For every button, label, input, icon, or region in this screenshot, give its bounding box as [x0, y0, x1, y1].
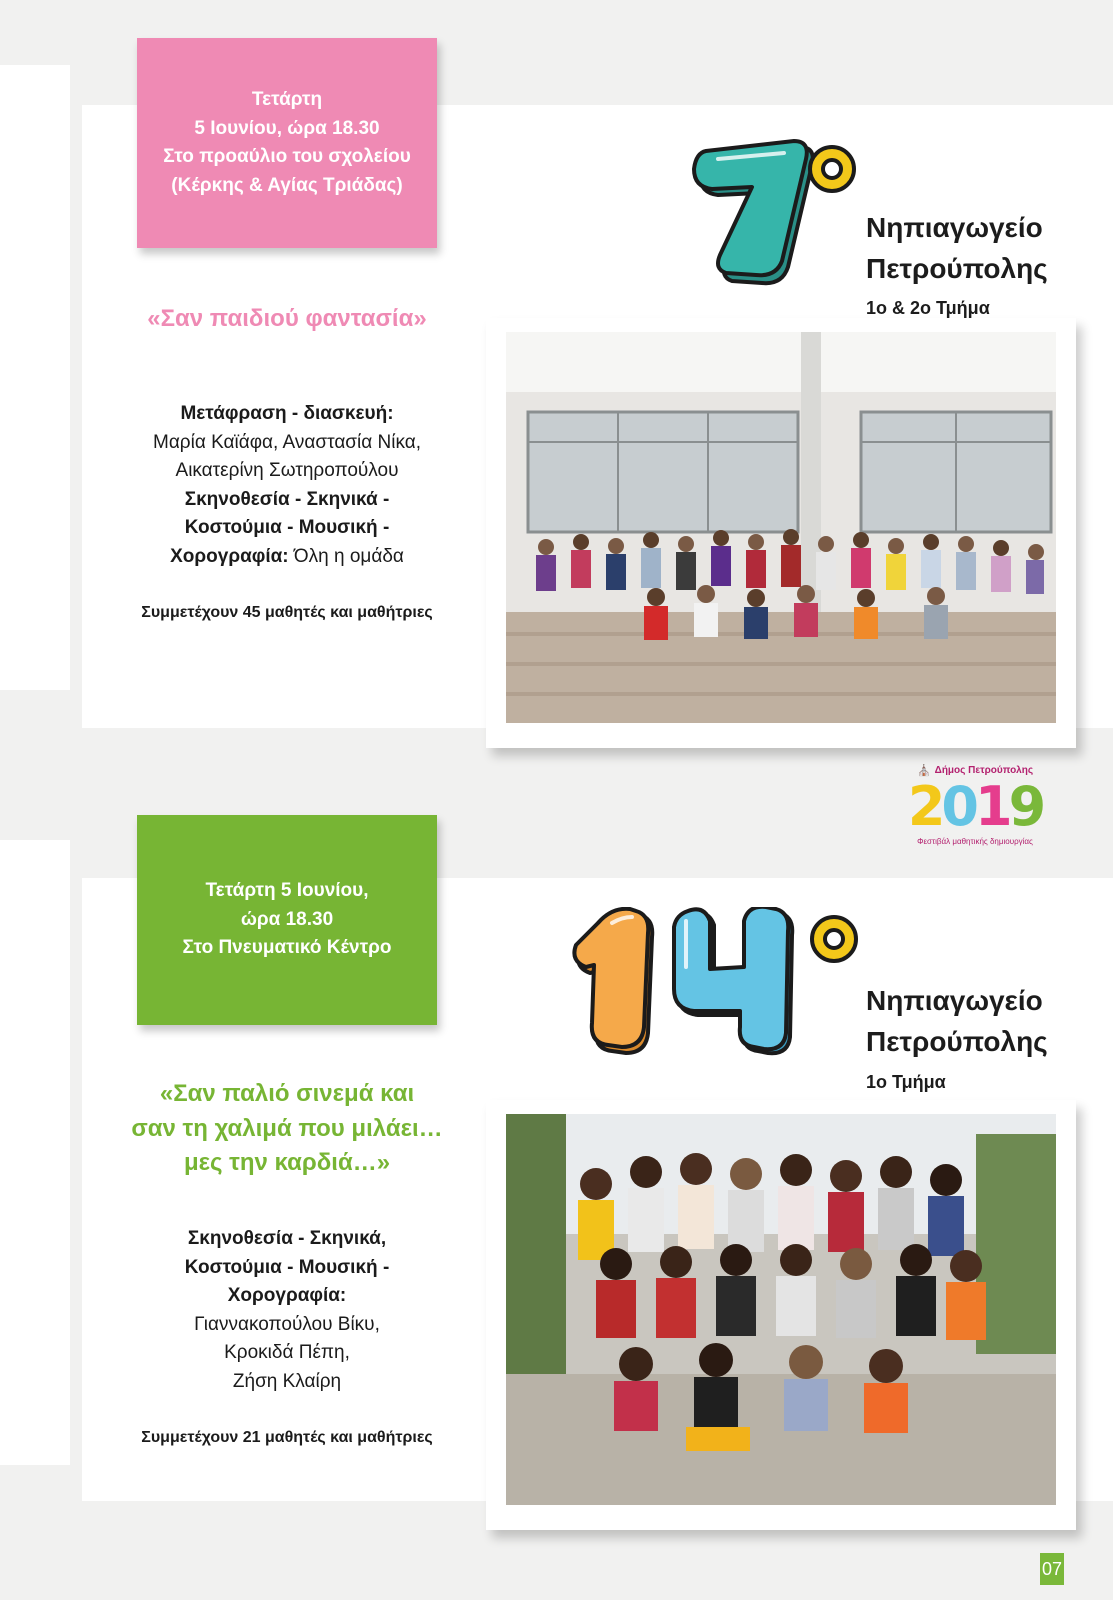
side-panel: [0, 840, 70, 1465]
year-digit: 0: [941, 775, 975, 838]
date-line: Στο προαύλιο του σχολείου: [163, 146, 411, 167]
school-name-line: Πετρούπολης: [866, 253, 1048, 284]
side-panel: [0, 65, 70, 690]
class-sections: 1ο & 2ο Τμήμα: [866, 298, 990, 318]
date-line: Τετάρτη: [251, 89, 323, 110]
credit-label: Κοστούμια - Μουσική -: [184, 1256, 390, 1278]
date-line: 5 Ιουνίου, ώρα 18.30: [194, 117, 380, 139]
school-name-line: Νηπιαγωγείο: [866, 985, 1043, 1016]
school-name-line: Νηπιαγωγείο: [866, 212, 1043, 243]
festival-logo: [900, 764, 1050, 870]
event-date-box: [137, 38, 437, 248]
page-number: 07: [1040, 1553, 1064, 1585]
school-name-line: Πετρούπολης: [866, 1026, 1048, 1057]
credit-label: Κοστούμια - Μουσική -: [184, 517, 390, 538]
school-name: [866, 207, 1048, 289]
date-line: (Κέρκης & Αγίας Τριάδας): [171, 174, 403, 196]
festival-subtitle: Φεστιβάλ μαθητικής δημιουργίας: [917, 837, 1033, 846]
class-group-photo: [506, 332, 1056, 723]
credit-label: Σκηνοθεσία - Σκηνικά,: [187, 1228, 387, 1249]
credit-names: Αικατερίνη Σωτηροπούλου: [175, 460, 399, 481]
play-title-line: «Σαν παλιό σινεμά και: [159, 1080, 415, 1107]
play-title: «Σαν παιδιού φαντασία»: [147, 305, 427, 332]
group-photo-icon: [506, 1114, 1056, 1505]
date-line: Τετάρτη 5 Ιουνίου,: [205, 880, 369, 902]
school-number-graphic: [572, 907, 864, 1059]
credit-names: Γιαννακοπούλου Βίκυ,: [194, 1313, 380, 1335]
credit-label: Σκηνοθεσία - Σκηνικά -: [184, 488, 390, 510]
credit-names: Μαρία Καϊάφα, Αναστασία Νίκα,: [153, 431, 421, 453]
participants-count: Συμμετέχουν 21 μαθητές και μαθήτριες: [141, 1429, 433, 1446]
play-title: [82, 1077, 492, 1181]
event-date-box: [137, 815, 437, 1025]
municipality-name: Δήμος Πετρούπολης: [934, 765, 1034, 776]
festival-year: [900, 777, 1050, 837]
year-digit: 2: [907, 775, 942, 838]
play-title-line: μες την καρδιά…»: [183, 1149, 391, 1176]
school-number-graphic: [692, 135, 862, 290]
date-line: Στο Πνευματικό Κέντρο: [182, 937, 392, 959]
play-title-line: σαν τη χαλιμά που μιλάει…: [131, 1114, 443, 1142]
town-hall-icon: ⛪: [916, 765, 931, 777]
school-name: [866, 980, 1048, 1062]
credit-label: Χορογραφία:: [170, 545, 289, 567]
credit-names: Ζήση Κλαίρη: [232, 1370, 342, 1392]
year-digit: 9: [1008, 775, 1043, 838]
credit-names: Όλη η ομάδα: [288, 545, 404, 567]
credit-label: Μετάφραση - διασκευή:: [180, 403, 394, 424]
class-group-photo: [506, 1114, 1056, 1505]
date-line: ώρα 18.30: [240, 908, 334, 930]
year-digit: 1: [975, 775, 1009, 838]
class-sections: 1ο Τμήμα: [866, 1072, 946, 1092]
credit-names: Κροκιδά Πέπη,: [224, 1342, 350, 1363]
group-photo-icon: [506, 332, 1056, 723]
credits: [82, 1225, 492, 1396]
credits: [82, 400, 492, 571]
credit-label: Χορογραφία:: [227, 1285, 347, 1306]
participants-count: Συμμετέχουν 45 μαθητές και μαθήτριες: [141, 604, 433, 621]
